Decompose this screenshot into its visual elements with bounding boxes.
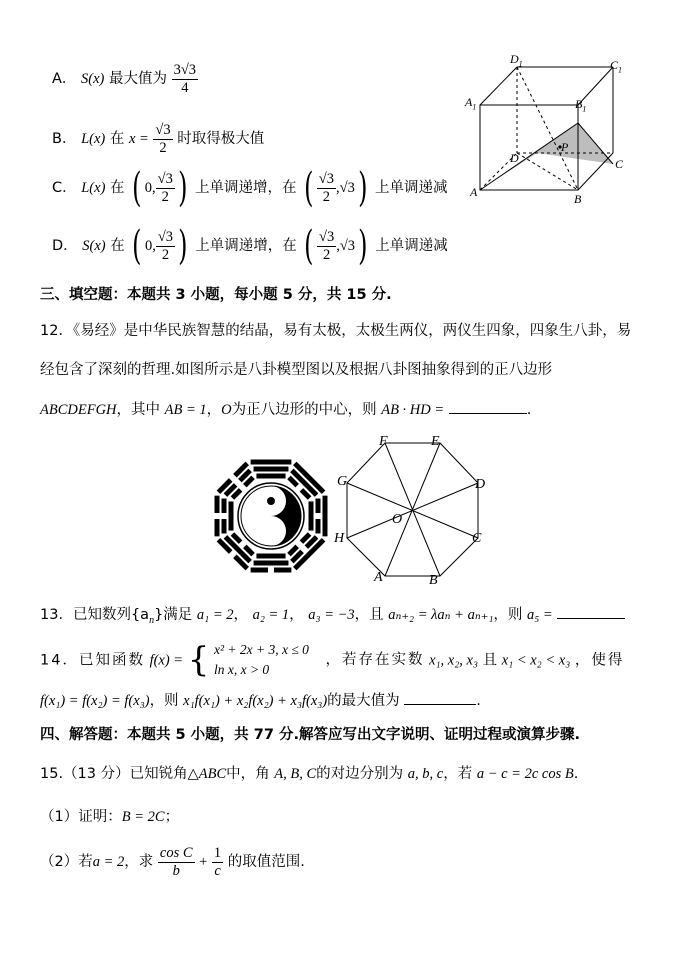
q15-stem: 15.（13 分）已知锐角△ABC中，角 A, B, C的对边分别为 a, b, c，若 a − c = 2c cos B. [40,766,579,782]
cube-label-c1: $C_1$ [610,58,623,75]
cube-label-d: D [510,151,519,165]
trigram-bar [254,467,289,472]
trigram-bar [256,474,285,479]
oct-label-c: C [472,531,482,546]
oct-label-h: H [334,531,345,546]
option-a: A． S(x) 最大值为 $\frac{3√3}{4}$ [52,62,197,96]
option-a-func: S(x) [81,71,105,88]
trigram-bar [316,499,321,513]
q12-line2: 经包含了深刻的哲理.如图所示是八卦模型图以及根据八卦图抽象得到的正八边形 [40,362,553,378]
option-c: C． L(x) 在 ( 0, $\frac{√3}{2}$ ) 上单调递增，在 ( $\frac{√3}{2}$ ,√3) 上单调递减 [52,165,448,211]
q14-answer-blank [404,704,476,705]
cube-label-a: A [470,185,478,199]
q15-part1: （1）证明：B = 2C； [40,809,180,825]
cube-label-c: C [615,157,624,171]
q14-line1: 14．已知函数 f(x) = { x² + 2x + 3, x ≤ 0 ln x, x > 0 ，若存在实数 x₁, x₂, x₃ 且 x₁ < x₂ < x₃ ，使得 [40,640,625,681]
trigram-bar [254,561,289,566]
q15-part2: （2）若a = 2，求 $\frac{\text{cos C}}{b}$ + $\frac{1}{c}$ 的取值范围. [40,845,305,879]
trigram-bar [222,519,227,533]
trigram-bar [256,554,285,559]
cube-label-a1: $A_1$ [465,95,477,112]
cube-figure [460,50,635,210]
trigram-bar [251,568,268,573]
trigram-bar [309,501,314,530]
q13-answer-blank [557,618,625,619]
section-3-heading: 三、填空题：本题共 3 小题，每小题 5 分，共 15 分. [40,287,392,303]
q14-line2: f(x₁) = f(x₂) = f(x₃)，则 x₁f(x₁) + x₂f(x₂) + x₃f(x₃)的最大值为 . [40,693,481,709]
oct-label-b: B [429,573,438,588]
section-4-heading: 四、解答题：本题共 5 小题，共 77 分.解答应写出文字说明、证明过程或演算步骤. [40,727,580,743]
option-b-fraction: $\frac{√3}{2}$ [155,122,171,156]
q13: 13．已知数列$\{a_n\}$满足 a₁ = 2， a₂ = 1， a₃ = −3，且 aₙ₊₂ = λaₙ + aₙ₊₁，则 a₅ = [40,603,625,626]
trigram-bar [316,519,321,533]
trigram-bar [215,519,220,536]
option-a-fraction: $\frac{3√3}{4}$ [173,62,197,96]
trigram-bar [215,496,220,513]
octagon-figure [335,435,495,590]
oct-label-a: A [374,570,383,585]
cube-label-d1: $D_1$ [510,52,523,69]
option-b: B． L(x) 在 x = $\frac{√3}{2}$ 时取得极大值 [52,122,265,156]
trigram-bar [274,568,291,573]
oct-label-e: E [431,434,440,449]
trigram-bar [222,499,227,513]
q12-line3: ABCDEFGH，其中 AB = 1，O为正八边形的中心，则 AB · HD = . [40,402,532,418]
oct-label-g: G [337,474,348,489]
trigram-bar [323,496,328,537]
oct-label-d: D [475,477,486,492]
trigram-bar [229,501,234,530]
option-d: D． S(x) 在 ( 0, $\frac{√3}{2}$ ) 上单调递增，在 ( $\frac{√3}{2}$ ,√3) 上单调递减 [52,223,448,269]
shaded-triangle [480,123,613,190]
oct-label-f: F [379,434,388,449]
cube-label-p: P [561,140,569,154]
cube-label-b: B [574,192,582,206]
bagua-figure [210,455,332,577]
q12-answer-blank [449,413,527,414]
q12-line1: 12．《易经》是中华民族智慧的结晶，易有太极，太极生两仪，两仪生四象，四象生八卦，易 [40,323,632,339]
cube-label-b1: $B_1$ [575,97,587,114]
oct-label-o: O [392,512,403,527]
trigram-bar [251,460,292,465]
